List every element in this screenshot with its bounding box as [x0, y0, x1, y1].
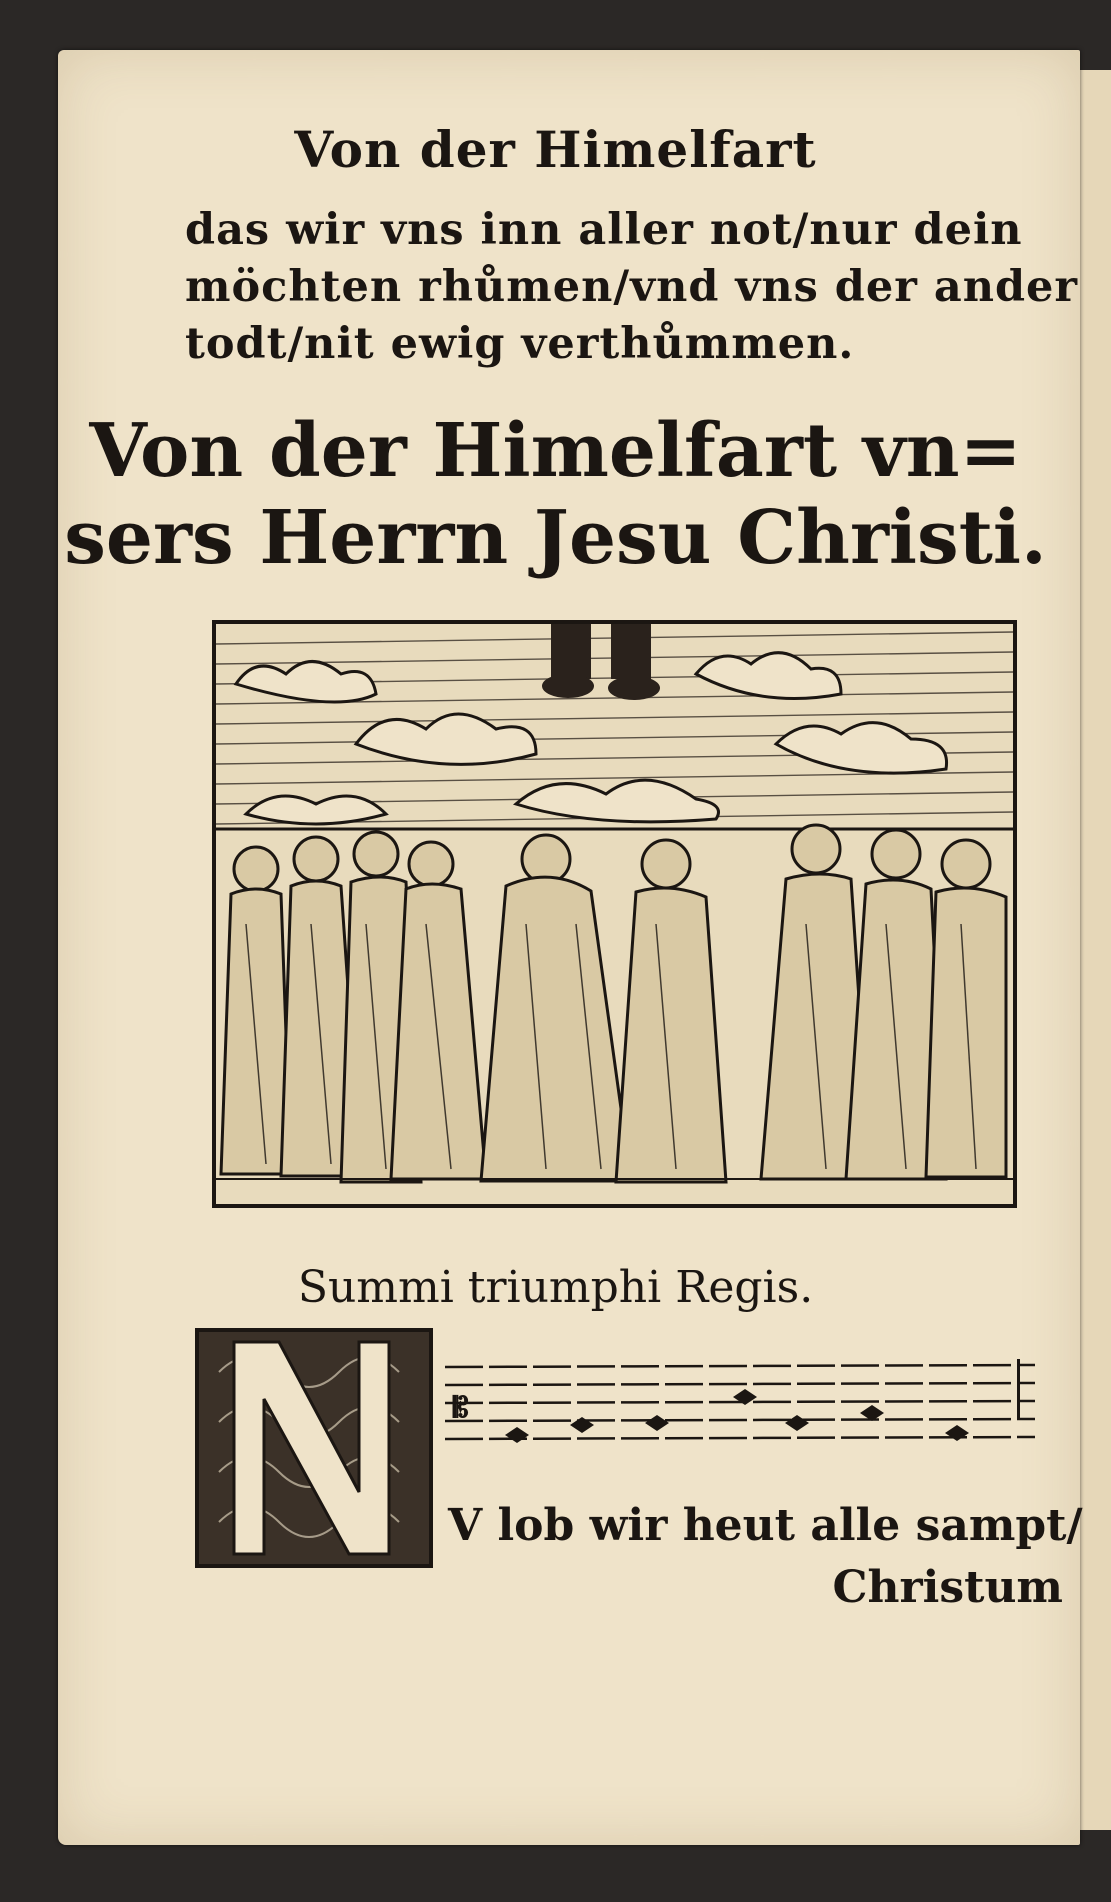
- title-line-2: sers Herrn Jesu Christi.: [64, 495, 1047, 581]
- catchword: Christum: [832, 1562, 1063, 1613]
- lyric-line: V lob wir heut alle sampt/: [448, 1500, 1083, 1551]
- running-head: Von der Himelfart: [294, 120, 817, 179]
- verse-line-3: todt/nit ewig verthůmmen.: [185, 319, 855, 369]
- title-line-1: Von der Himelfart vn=: [89, 408, 1022, 494]
- verse-line-2: möchten rhůmen/vnd vns der ander: [185, 262, 1079, 312]
- music-staff: [445, 1355, 1035, 1465]
- ascension-woodcut: [212, 620, 1017, 1208]
- next-page-edge: [1078, 70, 1111, 1830]
- verse-line-1: das wir vns inn aller not/nur dein: [185, 205, 1023, 255]
- svg-text:𝄡: 𝄡: [453, 1391, 469, 1424]
- decorated-initial: [195, 1328, 433, 1568]
- hymn-title: Summi triumphi Regis.: [297, 1262, 814, 1313]
